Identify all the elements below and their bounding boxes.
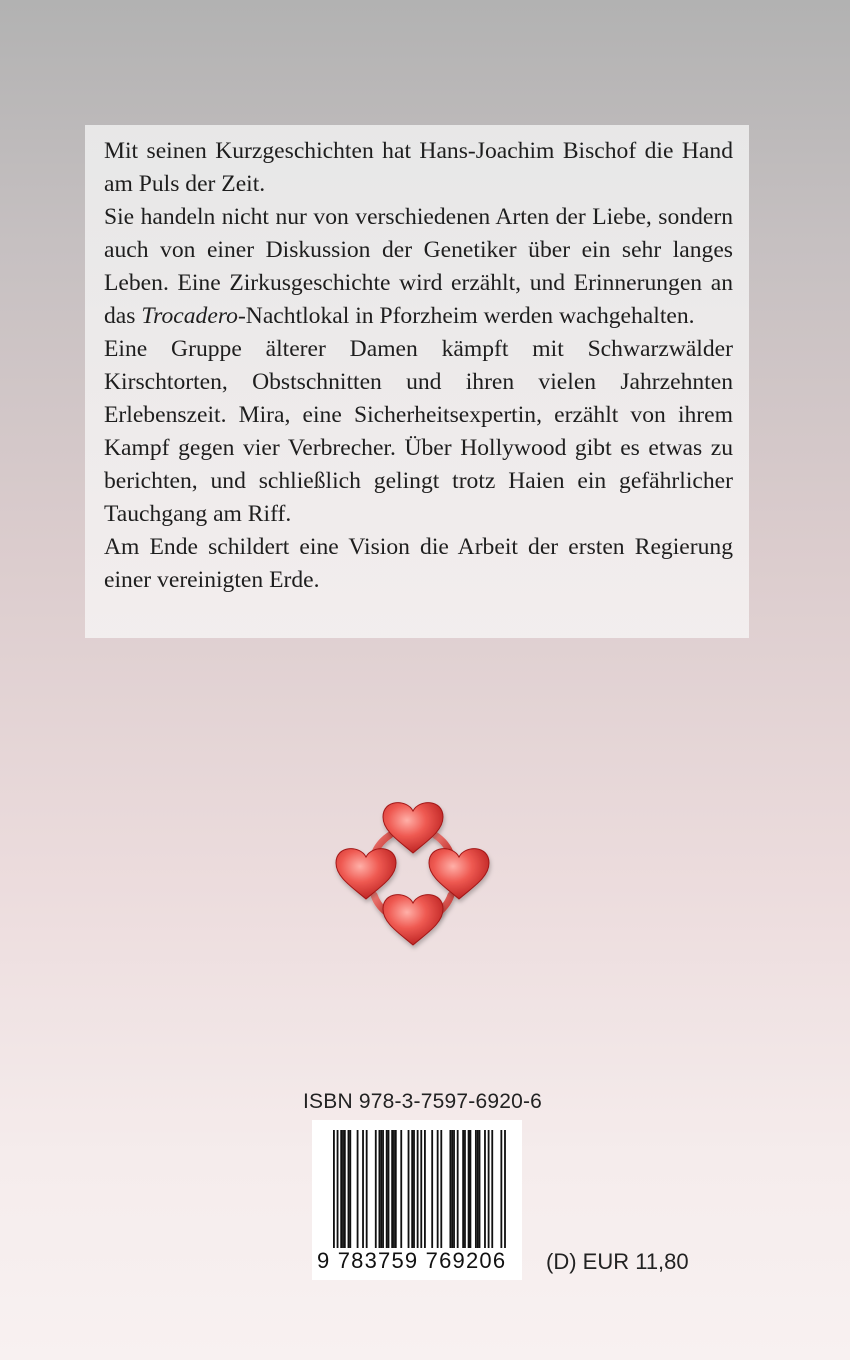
barcode-bar — [477, 1130, 479, 1248]
barcode-guard-bar — [504, 1130, 506, 1262]
barcode-bar — [449, 1130, 451, 1248]
barcode-bar — [366, 1130, 368, 1248]
blurb-p2-text-end: -Nachtlokal in Pforzheim werden wachgehalten. — [237, 303, 695, 329]
barcode-bar — [357, 1130, 359, 1248]
barcode-bar — [344, 1130, 346, 1248]
barcode-bar — [440, 1130, 442, 1248]
heart-top — [383, 803, 443, 853]
heart-bottom — [383, 895, 443, 945]
barcode-bar — [391, 1130, 393, 1248]
barcode-bar — [380, 1130, 382, 1248]
barcode-guard-bar — [500, 1130, 502, 1262]
barcode-digits: 9 783759 769206 — [317, 1248, 522, 1274]
barcode-guard-bar — [417, 1130, 419, 1262]
blurb-paragraph-3: Eine Gruppe älterer Damen kämpft mit Schwarzwälder Kirschtorten, Obstschnitten und ihren vielen Jahrzehnten Erlebenszeit. Mira, eine Sicherheitsexpertin, erzählt von ihrem Kampf gegen vier Verbrecher. Über Hollywood gibt es etwas zu berichten, und schließlich gelingt trotz Haien ein gefährlicher Tauchgang am Riff. — [104, 336, 733, 527]
barcode-bar — [453, 1130, 455, 1248]
barcode-bar — [362, 1130, 364, 1248]
barcode-bar — [479, 1130, 481, 1248]
barcode-bar — [388, 1130, 390, 1248]
blurb-p2-text-start: Sie handeln nicht nur von verschiedenen Arten der Liebe, sondern auch von einer Diskussion der Genetiker über ein sehr langes Leben. Eine Zirkusgeschichte wird erzählt, und Erinnerungen an das — [104, 204, 733, 329]
barcode — [312, 1120, 522, 1280]
barcode-bar — [342, 1130, 344, 1248]
barcode-bar — [488, 1130, 490, 1248]
barcode-bar — [451, 1130, 453, 1248]
blurb-paragraph-1: Mit seinen Kurzgeschichten hat Hans-Joachim Bischof die Hand am Puls der Zeit. — [104, 138, 733, 197]
barcode-bar — [411, 1130, 413, 1248]
blurb-paragraph-2 — [104, 201, 733, 333]
barcode-bar — [424, 1130, 426, 1248]
barcode-guard-bar — [333, 1130, 335, 1262]
isbn-label: ISBN 978-3-7597-6920-6 — [303, 1090, 543, 1113]
four-hearts-ring-icon — [330, 795, 495, 955]
barcode-guard-bar — [420, 1130, 422, 1262]
barcode-bar — [400, 1130, 402, 1248]
barcode-bar — [475, 1130, 477, 1248]
barcode-bar — [431, 1130, 433, 1248]
barcode-bar — [468, 1130, 470, 1248]
barcode-bar — [393, 1130, 395, 1248]
barcode-bar — [464, 1130, 466, 1248]
barcode-bar — [462, 1130, 464, 1248]
barcode-bar — [375, 1130, 377, 1248]
barcode-bar — [349, 1130, 351, 1248]
barcode-bar — [382, 1130, 384, 1248]
barcode-bar — [395, 1130, 397, 1248]
barcode-bar — [340, 1130, 342, 1248]
barcode-bar — [484, 1130, 486, 1248]
barcode-bar — [379, 1130, 381, 1248]
barcode-bar — [413, 1130, 415, 1248]
heart-right — [429, 849, 489, 899]
heart-left — [336, 849, 396, 899]
barcode-bar — [348, 1130, 350, 1248]
barcode-bar — [470, 1130, 472, 1248]
barcode-bar — [491, 1130, 493, 1248]
blurb-p2-italic-title: Trocadero — [141, 303, 238, 329]
price-label: (D) EUR 11,80 — [546, 1249, 689, 1274]
barcode-bar — [457, 1130, 459, 1248]
barcode-guard-bar — [337, 1130, 339, 1262]
barcode-bar — [386, 1130, 388, 1248]
blurb-paragraph-4: Am Ende schildert eine Vision die Arbeit der ersten Regierung einer vereinigten Erde. — [104, 534, 733, 593]
barcode-bar — [437, 1130, 439, 1248]
blurb-box — [85, 125, 749, 638]
barcode-bar — [408, 1130, 410, 1248]
